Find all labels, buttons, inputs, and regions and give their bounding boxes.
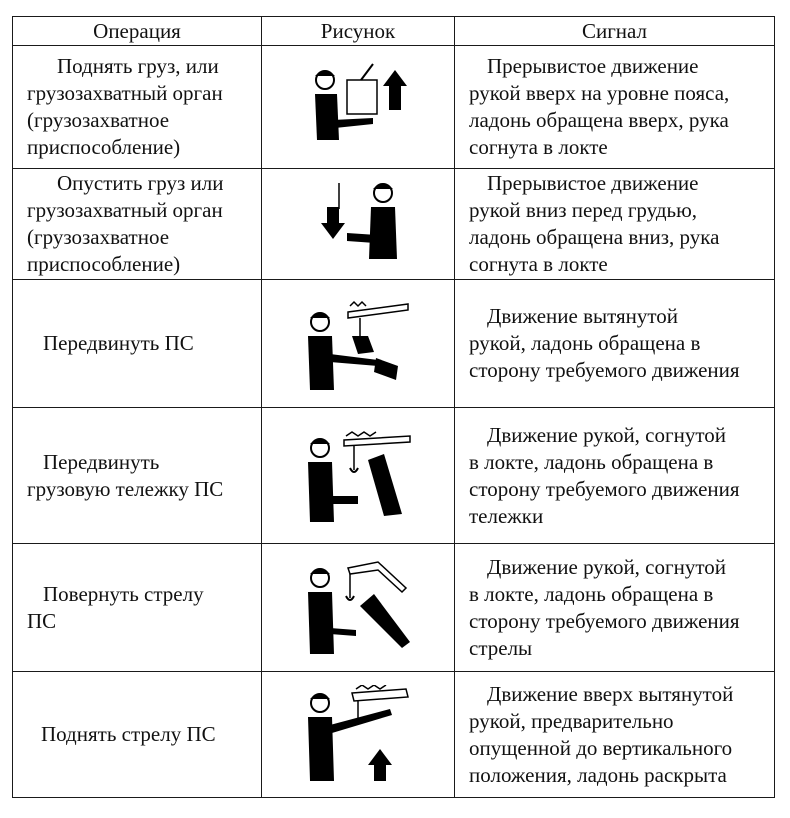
signal-line: стрелы: [469, 635, 533, 660]
operation-cell: [13, 672, 262, 798]
signal-line: опущенной до вертикального: [469, 735, 733, 760]
signal-line: Движение рукой, согнутой: [487, 554, 726, 579]
figure-cell: [262, 280, 455, 408]
operation-line: (грузозахватное: [27, 225, 170, 249]
signal-line: рукой вниз перед грудью,: [469, 198, 698, 222]
figure-cell: [262, 46, 455, 169]
figure-cell: [262, 544, 455, 672]
move-crane-icon: [298, 296, 418, 392]
signal-line: сторону требуемого движения: [469, 608, 740, 633]
lower-load-icon: [303, 179, 413, 269]
figure-cell: [262, 408, 455, 544]
operation-line: Поднять стрелу ПС: [41, 722, 216, 746]
operation-line: грузозахватный орган: [27, 81, 223, 105]
figure-cell: [262, 672, 455, 798]
operation-cell: [13, 544, 262, 672]
operation-cell: [13, 169, 262, 280]
table-row: [13, 408, 775, 544]
raise-boom-icon: [298, 685, 418, 785]
signal-line: Движение вытянутой: [487, 304, 679, 328]
operation-line: приспособление): [27, 135, 181, 159]
crane-signals-table: [12, 16, 775, 798]
operation-line: ПС: [27, 608, 57, 633]
operation-line: (грузозахватное: [27, 108, 170, 132]
signal-line: Движение вверх вытянутой: [487, 681, 734, 706]
header-figure: Рисунок: [262, 17, 455, 46]
signal-line: положения, ладонь раскрыта: [469, 762, 727, 787]
signal-line: ладонь обращена вниз, рука: [469, 225, 720, 249]
signal-cell: [455, 544, 775, 672]
header-signal: Сигнал: [455, 17, 775, 46]
header-operation: Операция: [13, 17, 262, 46]
signal-line: в локте, ладонь обращена в: [469, 449, 714, 474]
operation-line: Поднять груз, или: [57, 54, 219, 78]
operation-line: Передвинуть ПС: [43, 331, 194, 355]
operation-line: Передвинуть: [43, 449, 160, 474]
table-row: [13, 672, 775, 798]
signal-cell: [455, 46, 775, 169]
table-row: [13, 544, 775, 672]
operation-line: Опустить груз или: [57, 171, 224, 195]
signal-cell: [455, 672, 775, 798]
table-row: [13, 46, 775, 169]
operation-line: приспособление): [27, 252, 181, 276]
signal-line: в локте, ладонь обращена в: [469, 581, 714, 606]
signal-line: рукой вверх на уровне пояса,: [469, 81, 730, 105]
table-row: [13, 280, 775, 408]
signal-line: сторону требуемого движения: [469, 358, 740, 382]
signal-cell: [455, 280, 775, 408]
signal-line: согнута в локте: [469, 252, 608, 276]
signal-line: рукой, предварительно: [469, 708, 674, 733]
rotate-boom-icon: [298, 558, 418, 658]
operation-line: Повернуть стрелу: [43, 581, 204, 606]
operation-cell: [13, 408, 262, 544]
table-row: [13, 169, 775, 280]
operation-line: грузовую тележку ПС: [27, 476, 224, 501]
signal-line: сторону требуемого движения: [469, 476, 740, 501]
signal-cell: [455, 408, 775, 544]
table-header-row: [13, 17, 775, 46]
move-trolley-icon: [298, 426, 418, 526]
lift-load-icon: [303, 62, 413, 152]
operation-cell: [13, 46, 262, 169]
signal-line: Движение рукой, согнутой: [487, 422, 726, 447]
signal-line: рукой, ладонь обращена в: [469, 331, 701, 355]
operation-line: грузозахватный орган: [27, 198, 223, 222]
signal-line: согнута в локте: [469, 135, 608, 159]
operation-cell: [13, 280, 262, 408]
figure-cell: [262, 169, 455, 280]
signal-line: Прерывистое движение: [487, 54, 699, 78]
signal-cell: [455, 169, 775, 280]
signal-line: ладонь обращена вверх, рука: [469, 108, 729, 132]
signal-line: Прерывистое движение: [487, 171, 699, 195]
signal-line: тележки: [469, 503, 544, 528]
